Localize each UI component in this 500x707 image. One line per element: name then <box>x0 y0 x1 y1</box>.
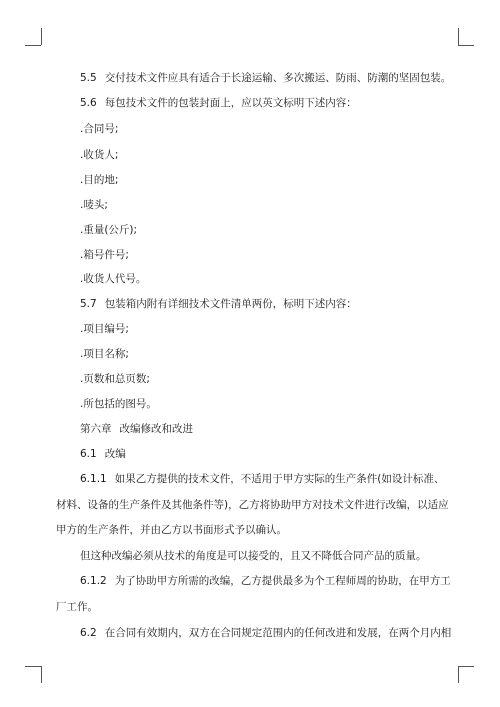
paragraph-line <box>80 472 444 486</box>
paragraph-line <box>80 574 451 588</box>
crop-mark-top-right <box>458 28 459 45</box>
chapter-heading <box>80 422 193 436</box>
line-text: 交付技术文件应具有适合于长途运输、多次搬运、防雨、防潮的坚固包装。 <box>104 72 452 84</box>
paragraph-line <box>80 626 451 640</box>
line-text: 厂工作。 <box>56 601 98 613</box>
crop-mark-bottom-left <box>41 666 42 683</box>
crop-mark-top-right <box>458 45 474 46</box>
list-item <box>80 322 129 336</box>
chapter-number: 第六章 <box>80 423 112 435</box>
line-text: 包装箱内附有详细技术文件清单两份，标明下述内容： <box>104 298 357 310</box>
line-text: 为了协助甲方所需的改编，乙方提供最多为个工程师周的协助，在甲方工 <box>114 575 451 587</box>
line-text: .目的地; <box>80 174 119 186</box>
list-item <box>80 198 108 212</box>
line-text: .箱号件号; <box>80 249 129 261</box>
section-number: 6.1 <box>80 448 97 460</box>
line-text: .收货人; <box>80 149 119 161</box>
list-item <box>80 223 137 237</box>
list-item <box>80 173 118 187</box>
section-number: 6.1.2 <box>80 575 107 587</box>
line-text: .唛头; <box>80 199 108 211</box>
line-text: .项目编号; <box>80 323 129 335</box>
line-text: .收货人代号。 <box>80 273 147 285</box>
list-item <box>80 347 129 361</box>
list-item <box>80 122 118 136</box>
list-item <box>80 148 118 162</box>
paragraph-line <box>80 549 427 563</box>
list-item <box>80 272 146 286</box>
section-number: 6.2 <box>80 627 97 639</box>
line-text: .重量(公斤); <box>80 224 138 236</box>
paragraph-line <box>56 523 287 537</box>
paragraph-line <box>80 96 357 110</box>
line-text: 但这种改编必须从技术的角度是可以接受的，且又不降低合同产品的质量。 <box>80 550 427 562</box>
section-heading <box>80 447 126 461</box>
paragraph-line <box>56 498 449 512</box>
crop-mark-bottom-left <box>25 666 41 667</box>
crop-mark-top-left <box>25 45 41 46</box>
line-text: 每包技术文件的包装封面上，应以英文标明下述内容： <box>104 97 357 109</box>
line-text: 材料、设备的生产条件及其他条件等)，乙方将协助甲方对技术文件进行改编，以适应 <box>56 499 449 511</box>
list-item <box>80 397 157 411</box>
list-item <box>80 372 150 386</box>
line-text: .项目名称; <box>80 348 129 360</box>
paragraph-line <box>56 600 98 614</box>
line-text: 如果乙方提供的技术文件，不适用于甲方实际的生产条件(如设计标准、 <box>114 473 445 485</box>
line-text: .所包括的图号。 <box>80 398 157 410</box>
list-item <box>80 248 129 262</box>
line-text: 改编修改和改进 <box>119 423 193 435</box>
section-number: 5.5 <box>80 72 97 84</box>
paragraph-line <box>80 71 451 85</box>
line-text: 在合同有效期内，双方在合同规定范围内的任何改进和发展，在两个月内相 <box>104 627 452 639</box>
section-number: 6.1.1 <box>80 473 107 485</box>
line-text: .页数和总页数; <box>80 373 150 385</box>
line-text: 甲方的生产条件，并由乙方以书面形式予以确认。 <box>56 524 287 536</box>
section-number: 5.6 <box>80 97 97 109</box>
section-number: 5.7 <box>80 298 97 310</box>
line-text: .合同号; <box>80 123 119 135</box>
paragraph-line <box>80 297 357 311</box>
crop-mark-top-left <box>41 28 42 45</box>
crop-mark-bottom-right <box>458 666 459 683</box>
line-text: 改编 <box>104 448 126 460</box>
crop-mark-bottom-right <box>458 666 474 667</box>
